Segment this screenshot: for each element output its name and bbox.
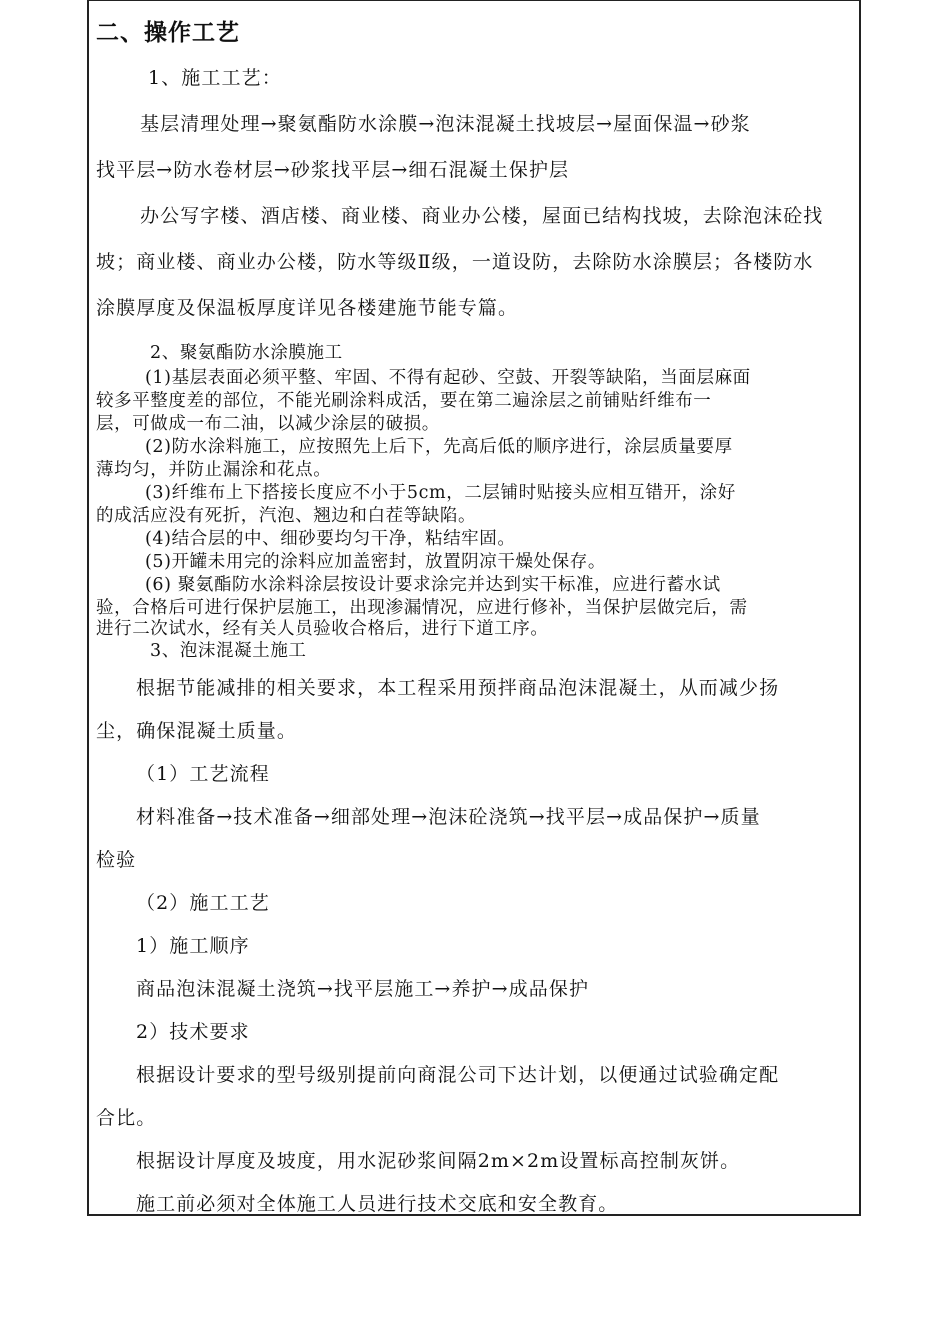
subsection-heading: 2、聚氨酯防水涂膜施工 <box>150 343 343 363</box>
paragraph-line: (4)结合层的中、细砂要均匀干净，粘结牢固。 <box>145 529 516 549</box>
subsection-heading: 1、施工工艺： <box>148 67 282 89</box>
paragraph-line: 根据设计厚度及坡度，用水泥砂浆间隔2m×2m设置标高控制灰饼。 <box>136 1150 741 1172</box>
subsection-heading: 2）技术要求 <box>136 1021 250 1043</box>
paragraph-line: 坡；商业楼、商业办公楼，防水等级Ⅱ级，一道设防，去除防水涂膜层；各楼防水 <box>96 251 814 273</box>
paragraph-line: 薄均匀，并防止漏涂和花点。 <box>96 460 332 480</box>
paragraph-line: 根据设计要求的型号级别提前向商混公司下达计划，以便通过试验确定配 <box>136 1064 780 1086</box>
paragraph-line: 合比。 <box>96 1107 157 1129</box>
paragraph-line: 层，可做成一布二油，以减少涂层的破损。 <box>96 414 440 434</box>
paragraph-line: 的成活应没有死折，汽泡、翘边和白茬等缺陷。 <box>96 506 477 526</box>
subsection-heading: 1）施工顺序 <box>136 935 250 957</box>
subsection-heading: （2）施工工艺 <box>136 892 270 914</box>
paragraph-line: 找平层→防水卷材层→砂浆找平层→细石混凝土保护层 <box>96 159 570 181</box>
paragraph-line: 根据节能减排的相关要求，本工程采用预拌商品泡沫混凝土，从而减少扬 <box>136 677 780 699</box>
paragraph-line: 涂膜厚度及保温板厚度详见各楼建施节能专篇。 <box>96 297 519 319</box>
paragraph-line: 尘，确保混凝土质量。 <box>96 720 298 742</box>
subsection-heading: 3、泡沫混凝土施工 <box>150 641 307 661</box>
paragraph-line: (1)基层表面必须平整、牢固、不得有起砂、空鼓、开裂等缺陷，当面层麻面 <box>145 368 751 388</box>
paragraph-line: (3)纤维布上下搭接长度应不小于5cm，二层铺时贴接头应相互错开，涂好 <box>145 483 736 503</box>
paragraph-line: (2)防水涂料施工，应按照先上后下，先高后低的顺序进行，涂层质量要厚 <box>145 437 733 457</box>
paragraph-line: 材料准备→技术准备→细部处理→泡沫砼浇筑→找平层→成品保护→质量 <box>136 806 761 828</box>
section-title: 二、操作工艺 <box>96 20 240 46</box>
paragraph-line: 商品泡沫混凝土浇筑→找平层施工→养护→成品保护 <box>136 978 590 1000</box>
paragraph-line: 基层清理处理→聚氨酯防水涂膜→泡沫混凝土找坡层→屋面保温→砂浆 <box>140 113 751 135</box>
paragraph-line: (6) 聚氨酯防水涂料涂层按设计要求涂完并达到实干标准，应进行蓄水试 <box>145 575 721 595</box>
paragraph-line: 施工前必须对全体施工人员进行技术交底和安全教育。 <box>136 1193 619 1215</box>
paragraph-line: 办公写字楼、酒店楼、商业楼、商业办公楼，屋面已结构找坡，去除泡沫砼找 <box>140 205 824 227</box>
paragraph-line: 进行二次试水，经有关人员验收合格后，进行下道工序。 <box>96 619 549 639</box>
paragraph-line: (5)开罐未用完的涂料应加盖密封，放置阴凉干燥处保存。 <box>145 552 606 572</box>
paragraph-line: 较多平整度差的部位，不能光刷涂料成活，要在第二遍涂层之前铺贴纤维布一 <box>96 391 712 411</box>
paragraph-line: 检验 <box>96 849 137 871</box>
paragraph-line: 验，合格后可进行保护层施工，出现渗漏情况，应进行修补，当保护层做完后，需 <box>96 598 748 618</box>
subsection-heading: （1）工艺流程 <box>136 763 270 785</box>
